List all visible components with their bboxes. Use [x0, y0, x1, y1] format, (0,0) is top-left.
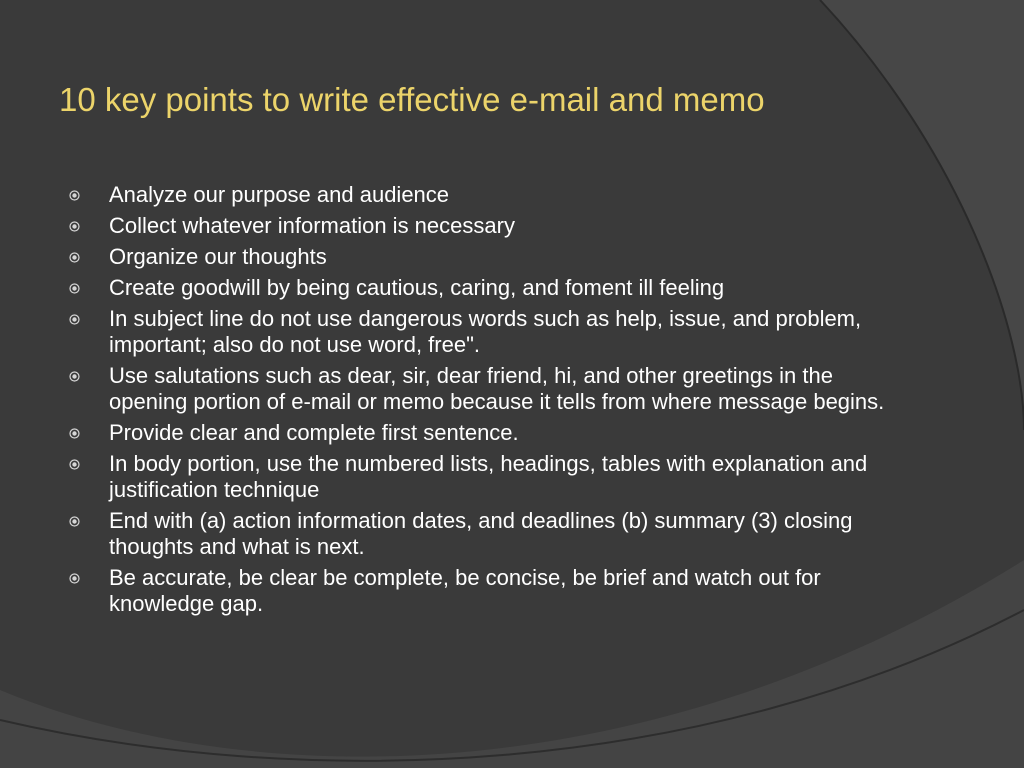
- circled-dot-icon: [69, 221, 80, 232]
- list-item: [66, 420, 886, 446]
- list-item-text: Organize our thoughts: [109, 244, 327, 269]
- list-item-text: Provide clear and complete first sentence.: [109, 420, 519, 445]
- circled-dot-icon: [69, 314, 80, 325]
- list-item: [66, 306, 886, 358]
- list-item-text: Collect whatever information is necessary: [109, 213, 515, 238]
- bullet-list: [66, 182, 886, 622]
- list-item-text: Be accurate, be clear be complete, be concise, be brief and watch out for knowledge gap.: [109, 565, 821, 616]
- list-item-text: End with (a) action information dates, and deadlines (b) summary (3) closing thoughts and what is next.: [109, 508, 853, 559]
- circled-dot-icon: [69, 573, 80, 584]
- circled-dot-icon: [69, 459, 80, 470]
- circled-dot-icon: [69, 516, 80, 527]
- list-item-text: Use salutations such as dear, sir, dear friend, hi, and other greetings in the opening portion of e-mail or memo because it tells from where message begins.: [109, 363, 885, 414]
- list-item: [66, 508, 886, 560]
- slide-title: 10 key points to write effective e-mail and memo: [59, 81, 765, 118]
- circled-dot-icon: [69, 428, 80, 439]
- circled-dot-icon: [69, 283, 80, 294]
- circled-dot-icon: [69, 252, 80, 263]
- circled-dot-icon: [69, 371, 80, 382]
- list-item: [66, 565, 886, 617]
- list-item: [66, 213, 886, 239]
- list-item: [66, 451, 886, 503]
- list-item: [66, 363, 886, 415]
- list-item: [66, 182, 886, 208]
- list-item-text: Analyze our purpose and audience: [109, 182, 450, 207]
- circled-dot-icon: [69, 190, 80, 201]
- list-item-text: In subject line do not use dangerous words such as help, issue, and problem, important; also do not use word, free".: [109, 306, 862, 357]
- list-item-text: In body portion, use the numbered lists, headings, tables with explanation and justification technique: [109, 451, 868, 502]
- list-item: [66, 275, 886, 301]
- list-item: [66, 244, 886, 270]
- list-item-text: Create goodwill by being cautious, caring, and foment ill feeling: [109, 275, 725, 300]
